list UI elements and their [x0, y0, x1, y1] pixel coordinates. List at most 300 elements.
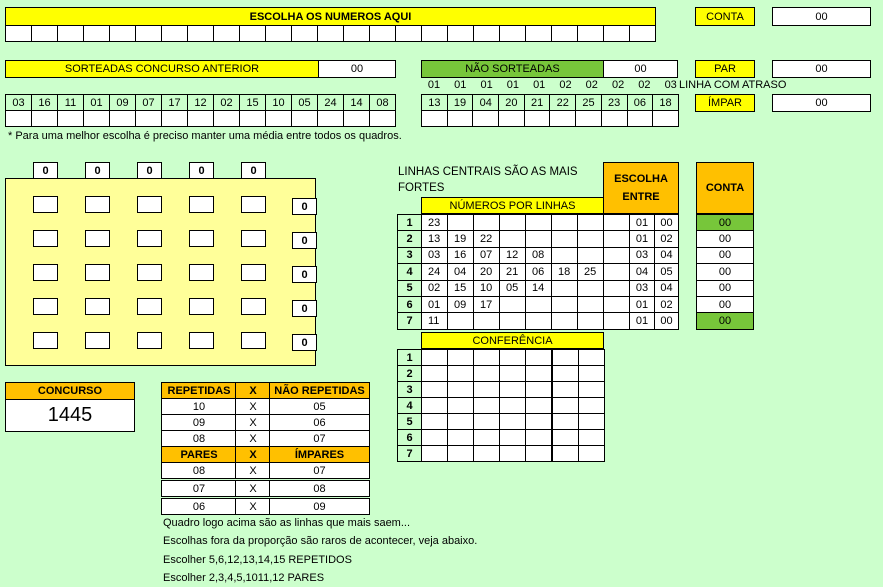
conference-cell[interactable]	[578, 365, 605, 382]
previous-number-cell[interactable]	[265, 110, 292, 127]
previous-number: 11	[57, 94, 84, 111]
grid-number-cell[interactable]	[189, 196, 214, 213]
grid-number-cell[interactable]	[241, 332, 266, 349]
grid-number-cell[interactable]	[189, 264, 214, 281]
conference-cell[interactable]	[552, 445, 579, 462]
line-number-value: 24	[421, 263, 448, 280]
line-number-value: 07	[473, 247, 500, 264]
line-min: 01	[629, 230, 655, 247]
choose-number-cell[interactable]	[83, 25, 110, 42]
column-count: 0	[85, 162, 110, 179]
line-number-value	[525, 230, 552, 247]
conference-cell[interactable]	[447, 397, 474, 414]
line-number-value	[499, 214, 526, 231]
line-min: 03	[629, 247, 655, 264]
line-number-value	[551, 214, 578, 231]
line-number-value	[447, 214, 474, 231]
column-count: 0	[189, 162, 214, 179]
previous-draw-input-row	[5, 110, 396, 127]
par-label: PAR	[695, 60, 755, 78]
conference-row-number: 3	[397, 381, 422, 398]
choose-number-cell[interactable]	[499, 25, 526, 42]
grid-number-cell[interactable]	[189, 332, 214, 349]
choose-number-cell[interactable]	[395, 25, 422, 42]
grid-number-cell[interactable]	[85, 298, 110, 315]
choose-number-cell[interactable]	[525, 25, 552, 42]
line-conta: 00	[696, 263, 754, 280]
column-count: 0	[137, 162, 162, 179]
conta-value: 00	[772, 7, 871, 26]
choose-number-cell[interactable]	[421, 25, 448, 42]
footer-line-3: Escolher 5,6,12,13,14,15 REPETIDOS	[163, 554, 352, 566]
line-number-value: 06	[525, 263, 552, 280]
line-number-value	[551, 296, 578, 313]
conference-cell[interactable]	[552, 429, 579, 446]
not-drawn-cell[interactable]	[421, 110, 448, 127]
par-value: 00	[772, 60, 871, 78]
not-drawn-number: 04	[472, 94, 499, 111]
line-number-value: 21	[499, 263, 526, 280]
line-number-value: 16	[447, 247, 474, 264]
conference-cell[interactable]	[473, 413, 500, 430]
conference-cell[interactable]	[421, 445, 448, 462]
grid-number-cell[interactable]	[241, 298, 266, 315]
choose-number-cell[interactable]	[213, 25, 240, 42]
choose-number-cell[interactable]	[369, 25, 396, 42]
not-drawn-number: 06	[627, 94, 654, 111]
not-drawn-number: 18	[652, 94, 679, 111]
previous-number: 07	[135, 94, 162, 111]
conference-cell[interactable]	[578, 397, 605, 414]
not-drawn-count: 00	[603, 60, 678, 78]
line-number-value: 23	[421, 214, 448, 231]
stats-header-cell: NÃO REPETIDAS	[269, 382, 370, 399]
column-count: 0	[241, 162, 266, 179]
conference-cell[interactable]	[447, 381, 474, 398]
line-number-value	[525, 214, 552, 231]
conference-cell[interactable]	[447, 413, 474, 430]
conference-cell[interactable]	[525, 349, 552, 366]
conference-cell[interactable]	[552, 381, 579, 398]
delay-value: 01	[506, 79, 520, 91]
previous-draw-count: 00	[318, 60, 396, 78]
concurso-label: CONCURSO	[5, 382, 135, 400]
stats-cell: 10	[161, 398, 237, 415]
conference-row-number: 7	[397, 445, 422, 462]
stats-cell: 05	[269, 398, 370, 415]
conference-row-number: 1	[397, 349, 422, 366]
line-min: 01	[629, 312, 655, 329]
line-number-value: 05	[499, 280, 526, 297]
choose-numbers-title: ESCOLHA OS NUMEROS AQUI	[5, 7, 656, 26]
previous-number: 14	[343, 94, 370, 111]
previous-number-cell[interactable]	[135, 110, 162, 127]
grid-number-cell[interactable]	[137, 332, 162, 349]
delay-value: 01	[533, 79, 546, 91]
line-number-value: 04	[447, 263, 474, 280]
choose-number-cell[interactable]	[31, 25, 58, 42]
footer-line-1: Quadro logo acima são as linhas que mais saem...	[163, 517, 411, 529]
grid-number-cell[interactable]	[137, 298, 162, 315]
line-conta: 00	[696, 214, 754, 231]
conta-label: CONTA	[695, 7, 755, 26]
previous-number: 01	[83, 94, 110, 111]
conference-cell[interactable]	[578, 429, 605, 446]
conference-row-number: 5	[397, 413, 422, 430]
previous-number: 24	[317, 94, 344, 111]
conference-cell[interactable]	[447, 349, 474, 366]
line-max: 00	[654, 312, 679, 329]
conference-cell[interactable]	[552, 349, 579, 366]
delay-value: 01	[454, 79, 467, 91]
line-number-value: 09	[447, 296, 474, 313]
stats-cell: X	[235, 430, 271, 447]
not-drawn-title: NÃO SORTEADAS	[421, 60, 604, 78]
not-drawn-cell[interactable]	[447, 110, 474, 127]
line-number: 1	[397, 214, 422, 231]
grid-number-cell[interactable]	[137, 230, 162, 247]
previous-number: 10	[265, 94, 292, 111]
previous-number-cell[interactable]	[109, 110, 136, 127]
line-min: 01	[629, 296, 655, 313]
line-number-value	[577, 312, 604, 329]
previous-number: 02	[213, 94, 240, 111]
choose-number-cell[interactable]	[135, 25, 162, 42]
choose-numbers-row	[5, 25, 656, 42]
line-number-value: 18	[551, 263, 578, 280]
choose-number-cell[interactable]	[161, 25, 188, 42]
previous-number: 15	[239, 94, 266, 111]
conference-cell[interactable]	[578, 381, 605, 398]
not-drawn-number: 25	[575, 94, 602, 111]
line-number-value: 10	[473, 280, 500, 297]
choose-number-cell[interactable]	[317, 25, 344, 42]
line-conta: 00	[696, 280, 754, 297]
grid-number-cell[interactable]	[33, 196, 58, 213]
stats-cell: 07	[269, 430, 370, 447]
line-number-value	[577, 280, 604, 297]
not-drawn-cell[interactable]	[498, 110, 525, 127]
not-drawn-cell[interactable]	[472, 110, 499, 127]
line-number-value	[603, 312, 630, 329]
not-drawn-cell[interactable]	[627, 110, 654, 127]
conference-cell[interactable]	[578, 445, 605, 462]
previous-number: 17	[161, 94, 188, 111]
line-max: 00	[654, 214, 679, 231]
line-number: 2	[397, 230, 422, 247]
stats-cell: 07	[269, 462, 370, 479]
row-count: 0	[292, 198, 317, 215]
stats-header-cell: PARES	[161, 446, 237, 463]
line-max: 04	[654, 280, 679, 297]
line-number-value: 03	[421, 247, 448, 264]
conference-cell[interactable]	[499, 381, 526, 398]
choose-number-cell[interactable]	[265, 25, 292, 42]
line-number-value	[603, 263, 630, 280]
conference-cell[interactable]	[499, 445, 526, 462]
not-drawn-numbers	[421, 94, 679, 111]
lines-conta-label: CONTA	[696, 162, 754, 214]
choose-number-cell[interactable]	[629, 25, 656, 42]
line-number-value: 01	[421, 296, 448, 313]
previous-number-cell[interactable]	[317, 110, 344, 127]
conference-cell[interactable]	[525, 445, 552, 462]
stats-cell: 06	[161, 498, 237, 515]
stats-cell: X	[235, 414, 271, 431]
line-number-value	[577, 296, 604, 313]
line-number: 3	[397, 247, 422, 264]
previous-draw-numbers	[5, 94, 396, 111]
line-number-value	[473, 312, 500, 329]
conference-cell[interactable]	[552, 397, 579, 414]
line-conta: 00	[696, 230, 754, 247]
line-number-value: 02	[421, 280, 448, 297]
line-number-value	[499, 312, 526, 329]
line-number: 4	[397, 263, 422, 280]
line-conta: 00	[696, 312, 754, 329]
conference-cell[interactable]	[525, 365, 552, 382]
choose-number-cell[interactable]	[551, 25, 578, 42]
conference-cell[interactable]	[552, 365, 579, 382]
not-drawn-cell[interactable]	[575, 110, 602, 127]
footer-line-2: Escolhas fora da proporção são raros de acontecer, veja abaixo.	[163, 535, 478, 547]
previous-number-cell[interactable]	[343, 110, 370, 127]
line-max: 02	[654, 230, 679, 247]
conference-cell[interactable]	[525, 429, 552, 446]
line-number: 7	[397, 312, 422, 329]
previous-number-cell[interactable]	[187, 110, 214, 127]
previous-number-cell[interactable]	[5, 110, 32, 127]
choose-number-cell[interactable]	[577, 25, 604, 42]
conference-cell[interactable]	[447, 429, 474, 446]
choose-number-cell[interactable]	[187, 25, 214, 42]
previous-number: 08	[369, 94, 396, 111]
stats-cell: 09	[161, 414, 237, 431]
conference-cell[interactable]	[473, 397, 500, 414]
choose-number-cell[interactable]	[343, 25, 370, 42]
previous-number: 05	[291, 94, 318, 111]
conference-cell[interactable]	[499, 365, 526, 382]
choose-number-cell[interactable]	[57, 25, 84, 42]
not-drawn-number: 22	[549, 94, 576, 111]
delay-value: 02	[611, 79, 625, 91]
stats-cell: X	[235, 398, 271, 415]
conference-cell[interactable]	[499, 397, 526, 414]
conference-cell[interactable]	[421, 349, 448, 366]
grid-number-cell[interactable]	[241, 264, 266, 281]
stats-cell: 06	[269, 414, 370, 431]
grid-number-cell[interactable]	[189, 230, 214, 247]
previous-number-cell[interactable]	[369, 110, 396, 127]
conference-cell[interactable]	[421, 381, 448, 398]
choose-number-cell[interactable]	[291, 25, 318, 42]
delay-value: 02	[585, 79, 598, 91]
line-number-value: 22	[473, 230, 500, 247]
line-number-value: 25	[577, 263, 604, 280]
line-min: 03	[629, 280, 655, 297]
line-number-value: 15	[447, 280, 474, 297]
choose-number-cell[interactable]	[239, 25, 266, 42]
stats-header-cell: REPETIDAS	[161, 382, 237, 399]
line-number-value	[603, 230, 630, 247]
row-count: 0	[292, 300, 317, 317]
conference-row-number: 4	[397, 397, 422, 414]
grid-number-cell[interactable]	[85, 230, 110, 247]
conference-cell[interactable]	[499, 413, 526, 430]
line-number-value	[499, 230, 526, 247]
conference-cell[interactable]	[525, 413, 552, 430]
conference-cell[interactable]	[421, 365, 448, 382]
previous-number: 09	[109, 94, 136, 111]
stats-cell: X	[235, 480, 271, 497]
previous-number-cell[interactable]	[83, 110, 110, 127]
line-min: 01	[629, 214, 655, 231]
not-drawn-cell[interactable]	[524, 110, 551, 127]
line-number-value: 20	[473, 263, 500, 280]
grid-number-cell[interactable]	[33, 230, 58, 247]
conference-row-number: 6	[397, 429, 422, 446]
grid-number-cell[interactable]	[137, 264, 162, 281]
previous-number: 12	[187, 94, 214, 111]
choose-number-cell[interactable]	[473, 25, 500, 42]
line-number-value: 12	[499, 247, 526, 264]
conference-cell[interactable]	[473, 429, 500, 446]
note-text: * Para uma melhor escolha é preciso manter uma média entre todos os quadros.	[8, 130, 402, 142]
previous-number-cell[interactable]	[31, 110, 58, 127]
conference-cell[interactable]	[421, 429, 448, 446]
delay-value: 02	[559, 79, 572, 91]
lines-intro: LINHAS CENTRAIS SÃO AS MAIS FORTES	[398, 166, 578, 194]
line-number-value: 13	[421, 230, 448, 247]
conference-cell[interactable]	[473, 349, 500, 366]
stats-cell: X	[235, 498, 271, 515]
conference-cell[interactable]	[473, 365, 500, 382]
line-conta: 00	[696, 247, 754, 264]
not-drawn-number: 20	[498, 94, 525, 111]
line-number: 5	[397, 280, 422, 297]
conference-cell[interactable]	[447, 365, 474, 382]
choose-between-label: ESCOLHA ENTRE	[603, 162, 679, 214]
not-drawn-cell[interactable]	[601, 110, 628, 127]
line-number-value	[603, 280, 630, 297]
conference-cell[interactable]	[473, 445, 500, 462]
previous-number-cell[interactable]	[239, 110, 266, 127]
conference-cell[interactable]	[578, 413, 605, 430]
previous-number-cell[interactable]	[213, 110, 240, 127]
not-drawn-number: 21	[524, 94, 551, 111]
conference-cell[interactable]	[421, 397, 448, 414]
line-number-value	[525, 312, 552, 329]
previous-number: 16	[31, 94, 58, 111]
line-number-value	[603, 214, 630, 231]
line-min: 04	[629, 263, 655, 280]
impar-value: 00	[772, 94, 871, 112]
not-drawn-number: 19	[447, 94, 474, 111]
conference-cell[interactable]	[525, 381, 552, 398]
conference-row-number: 2	[397, 365, 422, 382]
stats-cell: 08	[269, 480, 370, 497]
row-count: 0	[292, 232, 317, 249]
previous-number-cell[interactable]	[57, 110, 84, 127]
conference-cell[interactable]	[499, 349, 526, 366]
choose-number-cell[interactable]	[603, 25, 630, 42]
grid-number-cell[interactable]	[33, 264, 58, 281]
not-drawn-cell[interactable]	[549, 110, 576, 127]
choose-number-cell[interactable]	[447, 25, 474, 42]
grid-number-cell[interactable]	[33, 298, 58, 315]
grid-number-cell[interactable]	[85, 332, 110, 349]
grid-number-cell[interactable]	[33, 332, 58, 349]
line-max: 04	[654, 247, 679, 264]
stats-cell: 08	[161, 462, 237, 479]
stats-cell: 07	[161, 480, 237, 497]
grid-number-cell[interactable]	[189, 298, 214, 315]
line-number-value	[603, 296, 630, 313]
column-count: 0	[33, 162, 58, 179]
numbers-by-lines-title: NÚMEROS POR LINHAS	[421, 197, 604, 214]
delay-value: 02	[638, 79, 651, 91]
previous-number-cell[interactable]	[161, 110, 188, 127]
not-drawn-number: 13	[421, 94, 448, 111]
line-number-value	[551, 280, 578, 297]
line-number: 6	[397, 296, 422, 313]
stats-cell: 08	[161, 430, 237, 447]
line-number-value	[551, 312, 578, 329]
not-drawn-cell[interactable]	[652, 110, 679, 127]
conference-cell[interactable]	[552, 413, 579, 430]
line-number-value	[473, 214, 500, 231]
choose-number-cell[interactable]	[109, 25, 136, 42]
conference-cell[interactable]	[447, 445, 474, 462]
delay-value: 03	[664, 79, 677, 91]
not-drawn-input-row	[421, 110, 679, 127]
concurso-value[interactable]: 1445	[5, 399, 135, 432]
grid-number-cell[interactable]	[241, 196, 266, 213]
conference-cell[interactable]	[578, 349, 605, 366]
stats-cell: X	[235, 462, 271, 479]
line-number-value	[577, 214, 604, 231]
previous-draw-title: SORTEADAS CONCURSO ANTERIOR	[5, 60, 319, 78]
line-number-value	[577, 247, 604, 264]
line-number-value: 17	[473, 296, 500, 313]
stats-cell: 09	[269, 498, 370, 515]
previous-number-cell[interactable]	[291, 110, 318, 127]
line-number-value: 11	[421, 312, 448, 329]
conference-cell[interactable]	[499, 429, 526, 446]
grid-number-cell[interactable]	[85, 196, 110, 213]
grid-number-cell[interactable]	[241, 230, 266, 247]
conference-cell[interactable]	[473, 381, 500, 398]
stats-header-cell: ÍMPARES	[269, 446, 370, 463]
not-drawn-number: 23	[601, 94, 628, 111]
line-number-value	[499, 296, 526, 313]
line-max: 05	[654, 263, 679, 280]
delay-value: 01	[427, 79, 441, 91]
delay-label: LINHA COM ATRASO	[679, 79, 787, 91]
line-number-value	[577, 230, 604, 247]
grid-number-cell[interactable]	[85, 264, 110, 281]
line-number-value: 08	[525, 247, 552, 264]
grid-number-cell[interactable]	[137, 196, 162, 213]
line-number-value	[525, 296, 552, 313]
choose-number-cell[interactable]	[5, 25, 32, 42]
conference-cell[interactable]	[525, 397, 552, 414]
row-count: 0	[292, 266, 317, 283]
conference-cell[interactable]	[421, 413, 448, 430]
conference-title: CONFERÊNCIA	[421, 332, 604, 349]
footer-line-4: Escolher 2,3,4,5,1011,12 PARES	[163, 572, 325, 584]
line-number-value: 14	[525, 280, 552, 297]
